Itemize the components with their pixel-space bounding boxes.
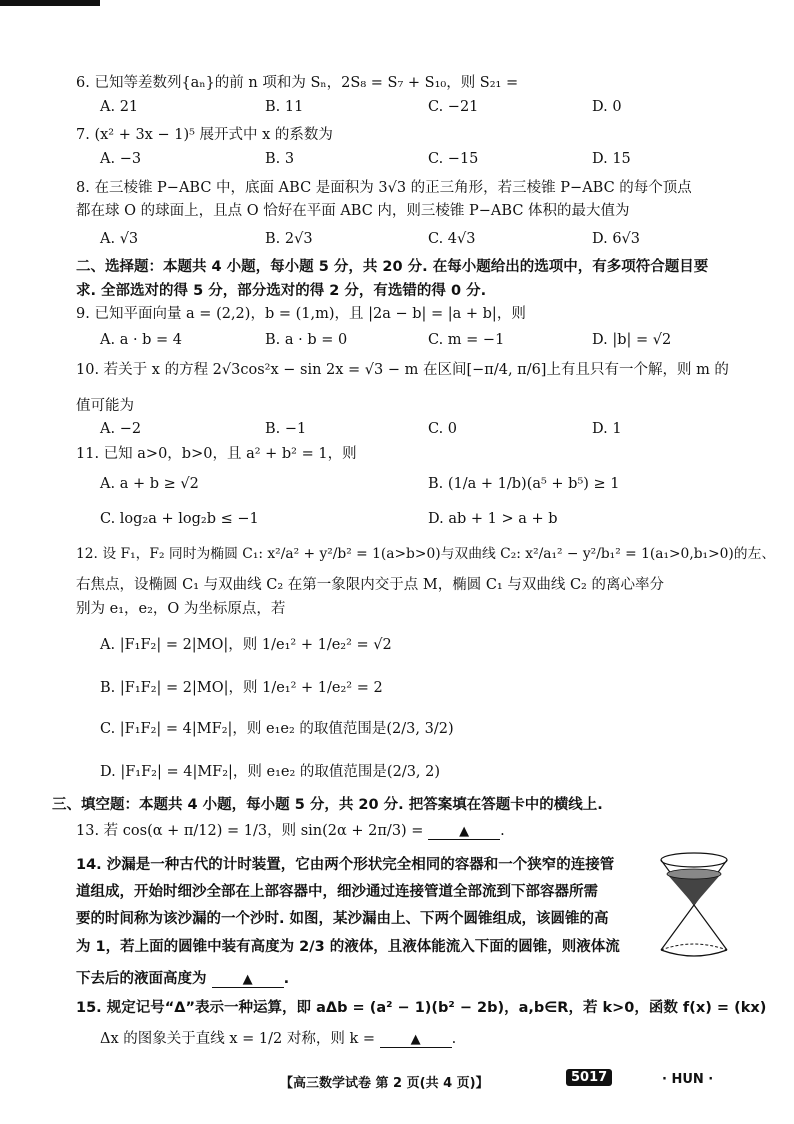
q15-line2: Δx 的图象关于直线 x = 1/2 对称，则 k = <box>100 1031 376 1047</box>
q14-line1: 14. 沙漏是一种古代的计时装置，它由两个形状完全相同的容器和一个狭窄的连接管 <box>76 857 615 873</box>
q8-option-a: A. √3 <box>100 231 139 247</box>
q14-answer-blank[interactable] <box>212 972 284 988</box>
q10-option-b: B. −1 <box>265 421 307 437</box>
q15-blank-marker: ▲ <box>410 1032 421 1047</box>
q13-line <box>76 823 505 840</box>
footer-page-info: 【高三数学试卷 第 2 页(共 4 页)】 <box>280 1076 489 1091</box>
q11-option-b: B. (1/a + 1/b)(a⁵ + b⁵) ≥ 1 <box>428 476 620 492</box>
q6-option-b: B. 11 <box>265 99 304 115</box>
q11-option-c: C. log₂a + log₂b ≤ −1 <box>100 511 259 527</box>
q15-end: . <box>451 1031 457 1047</box>
q10-option-a: A. −2 <box>100 421 142 437</box>
q8-stem-line1: 8. 在三棱锥 P−ABC 中，底面 ABC 是面积为 3√3 的正三角形，若三棱锥 P−ABC 的每个顶点 <box>76 180 692 196</box>
q14-line3: 要的时间称为该沙漏的一个沙时. 如图，某沙漏由上、下两个圆锥组成，该圆锥的高 <box>76 911 609 927</box>
q7-stem: 7. (x² + 3x − 1)⁵ 展开式中 x 的系数为 <box>76 127 333 143</box>
q14-line2: 道组成，开始时细沙全部在上部容器中，细沙通过连接管道全部流到下部容器所需 <box>76 884 598 900</box>
q14-line4: 为 1，若上面的圆锥中装有高度为 2/3 的液体，且液体能流入下面的圆锥，则液体流 <box>76 939 620 955</box>
top-bar <box>0 0 100 6</box>
q6-stem: 6. 已知等差数列{aₙ}的前 n 项和为 Sₙ，2S₈ = S₇ + S₁₀，则 S₂₁ = <box>76 75 519 91</box>
q11-stem: 11. 已知 a>0，b>0，且 a² + b² = 1，则 <box>76 446 357 462</box>
q12-stem-line2: 右焦点，设椭圆 C₁ 与双曲线 C₂ 在第一象限内交于点 M，椭圆 C₁ 与双曲线 C₂ 的离心率分 <box>76 577 664 593</box>
q6-option-c: C. −21 <box>428 99 479 115</box>
q8-option-d: D. 6√3 <box>592 231 641 247</box>
q8-stem-line2: 都在球 O 的球面上，且点 O 恰好在平面 ABC 内，则三棱锥 P−ABC 体积的最大值为 <box>76 203 630 219</box>
q10-stem-line1: 10. 若关于 x 的方程 2√3cos²x − sin 2x = √3 − m 在区间[−π/4, π/6]上有且只有一个解，则 m 的 <box>76 362 729 378</box>
q6-option-a: A. 21 <box>100 99 139 115</box>
q7-option-d: D. 15 <box>592 151 631 167</box>
hourglass-figure <box>658 850 730 960</box>
q12-option-a: A. |F₁F₂| = 2|MO|，则 1/e₁² + 1/e₂² = √2 <box>100 637 392 653</box>
q9-option-c: C. m = −1 <box>428 332 505 348</box>
q12-stem-line3: 别为 e₁，e₂，O 为坐标原点，若 <box>76 601 286 617</box>
footer-region: · HUN · <box>662 1072 714 1087</box>
q6-option-d: D. 0 <box>592 99 622 115</box>
q13-blank-marker: ▲ <box>459 824 470 839</box>
q14-end: . <box>283 971 290 987</box>
q12-option-d: D. |F₁F₂| = 4|MF₂|，则 e₁e₂ 的取值范围是(2/3, 2) <box>100 764 441 780</box>
q11-option-d: D. ab + 1 > a + b <box>428 511 558 527</box>
q15-answer-blank[interactable] <box>380 1032 452 1048</box>
section3-heading: 三、填空题：本题共 4 小题，每小题 5 分，共 20 分. 把答案填在答题卡中的横线上. <box>52 797 603 813</box>
q13-stem: 13. 若 cos(α + π/12) = 1/3，则 sin(2α + 2π/3) = <box>76 823 424 839</box>
q7-option-c: C. −15 <box>428 151 479 167</box>
q12-option-b: B. |F₁F₂| = 2|MO|，则 1/e₁² + 1/e₂² = 2 <box>100 680 383 696</box>
q7-option-b: B. 3 <box>265 151 295 167</box>
q10-option-c: C. 0 <box>428 421 458 437</box>
q9-option-d: D. |b| = √2 <box>592 332 672 348</box>
exam-code-badge: 5017 <box>566 1069 612 1086</box>
q10-option-d: D. 1 <box>592 421 622 437</box>
section2-heading: 二、选择题：本题共 4 小题，每小题 5 分，共 20 分. 在每小题给出的选项中，有多项符合题目要 <box>76 259 709 275</box>
q14-blank-marker: ▲ <box>242 972 253 987</box>
q12-stem-line1: 12. 设 F₁，F₂ 同时为椭圆 C₁: x²/a² + y²/b² = 1(a>b>0)与双曲线 C₂: x²/a₁² − y²/b₁² = 1(a₁>0,b₁>0)的左、 <box>76 546 776 562</box>
q13-end: . <box>500 823 505 839</box>
q12-option-c: C. |F₁F₂| = 4|MF₂|，则 e₁e₂ 的取值范围是(2/3, 3/2) <box>100 721 454 737</box>
q8-option-c: C. 4√3 <box>428 231 476 247</box>
q14-line5: 下去后的液面高度为 <box>76 971 207 987</box>
q9-option-a: A. a · b = 4 <box>100 332 183 348</box>
q10-stem-line2: 值可能为 <box>76 398 134 414</box>
q15-line1: 15. 规定记号“Δ”表示一种运算，即 aΔb = (a² − 1)(b² − 2b)，a,b∈R，若 k>0，函数 f(x) = (kx) <box>76 1000 767 1016</box>
q13-answer-blank[interactable] <box>428 824 500 840</box>
q8-option-b: B. 2√3 <box>265 231 313 247</box>
q11-option-a: A. a + b ≥ √2 <box>100 476 199 492</box>
q9-stem: 9. 已知平面向量 a = (2,2)，b = (1,m)，且 |2a − b| = |a + b|，则 <box>76 306 526 322</box>
section2-heading-cont: 求. 全部选对的得 5 分，部分选对的得 2 分，有选错的得 0 分. <box>76 283 487 299</box>
q15-line2-wrap <box>100 1031 456 1048</box>
q9-option-b: B. a · b = 0 <box>265 332 348 348</box>
q7-option-a: A. −3 <box>100 151 142 167</box>
q14-line5-wrap <box>76 971 289 988</box>
